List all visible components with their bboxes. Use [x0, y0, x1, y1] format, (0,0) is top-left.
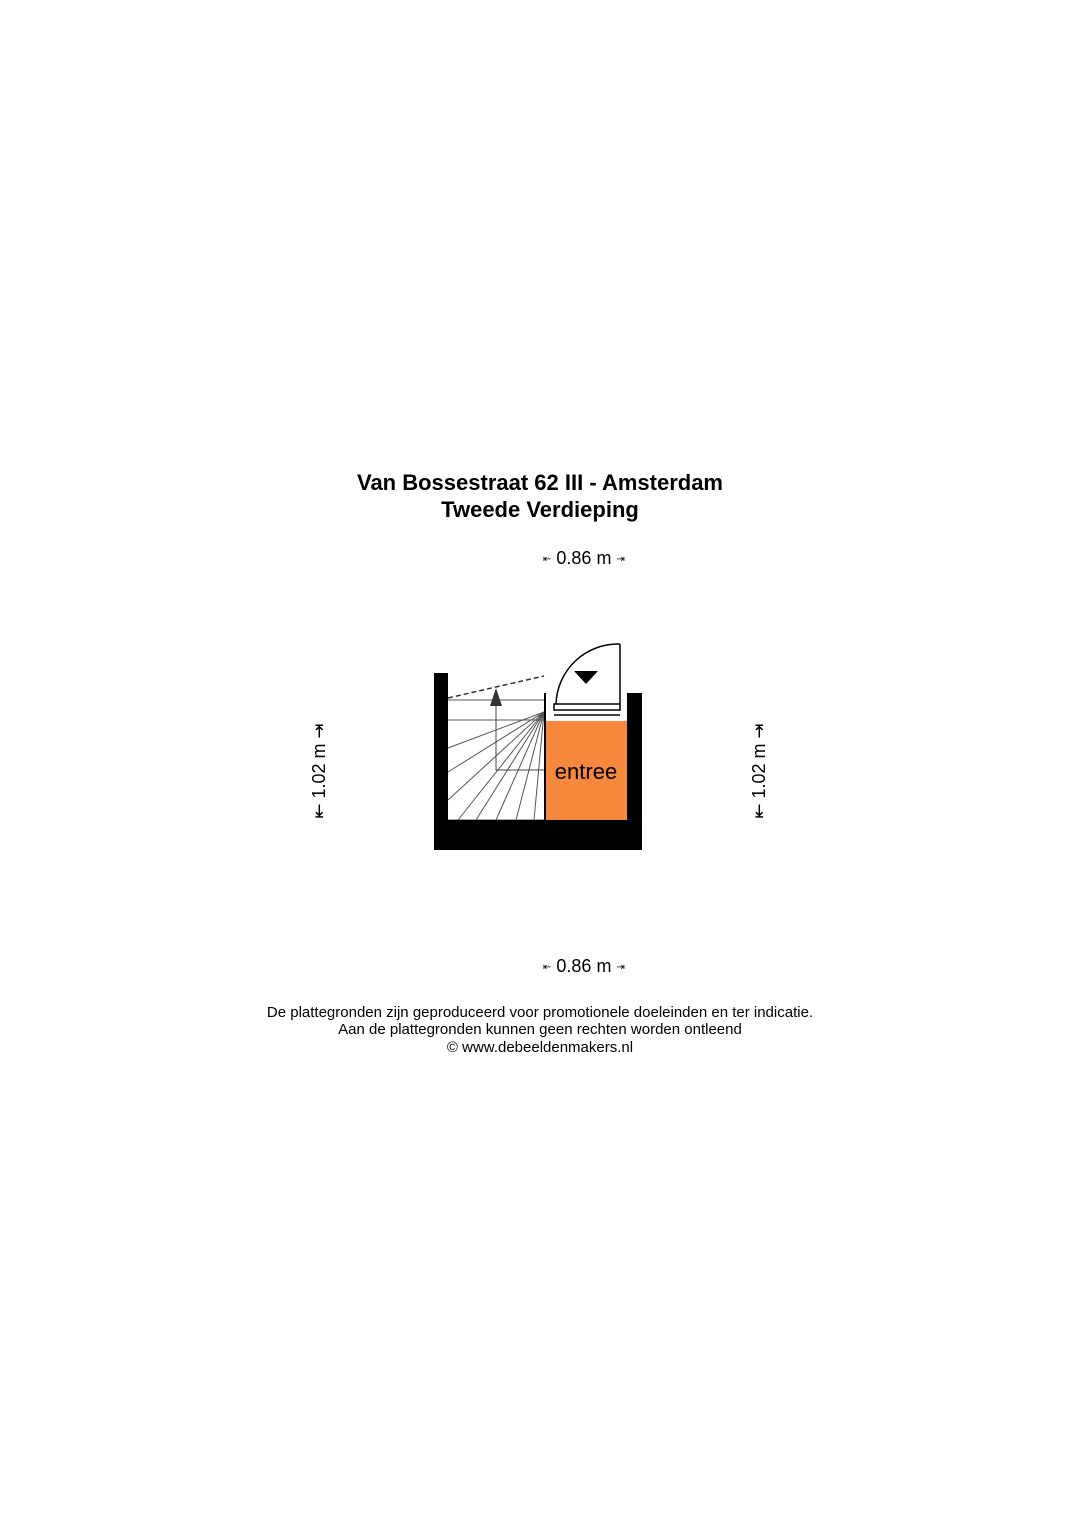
dimension-top-value: 0.86 m [556, 548, 612, 568]
dimension-arrow-icon: ⇥ [749, 723, 769, 739]
stair-direction-arrow-icon [490, 688, 502, 706]
disclaimer-line-2: Aan de plattegronden kunnen geen rechten worden ontleend [338, 1021, 742, 1038]
entrance-arrow-icon [574, 671, 598, 684]
plan-floor-title: Tweede Verdieping [441, 497, 639, 522]
copyright-line: © www.debeeldenmakers.nl [446, 1039, 634, 1056]
dimension-bottom-value: 0.86 m [556, 956, 612, 976]
dimension-arrow-icon: ⇤ [749, 803, 769, 819]
disclaimer-line-1: De plattegronden zijn geproduceerd voor promotionele doeleinden en ter indicatie. [266, 1004, 814, 1021]
dimension-arrow-icon: ⇤ [309, 803, 329, 819]
dimension-arrow-icon: ⇥ [616, 554, 625, 565]
dimension-arrow-icon: ⇥ [309, 723, 329, 739]
room-entree-label: entree [554, 759, 618, 784]
dimension-left-value: 1.02 m [309, 743, 329, 799]
dimension-arrow-icon: ⇤ [543, 554, 552, 565]
dimension-arrow-icon: ⇥ [616, 962, 625, 973]
dimension-arrow-icon: ⇤ [543, 962, 552, 973]
plan-address-title: Van Bossestraat 62 III - Amsterdam [356, 470, 723, 495]
dimension-right-value: 1.02 m [749, 743, 769, 799]
